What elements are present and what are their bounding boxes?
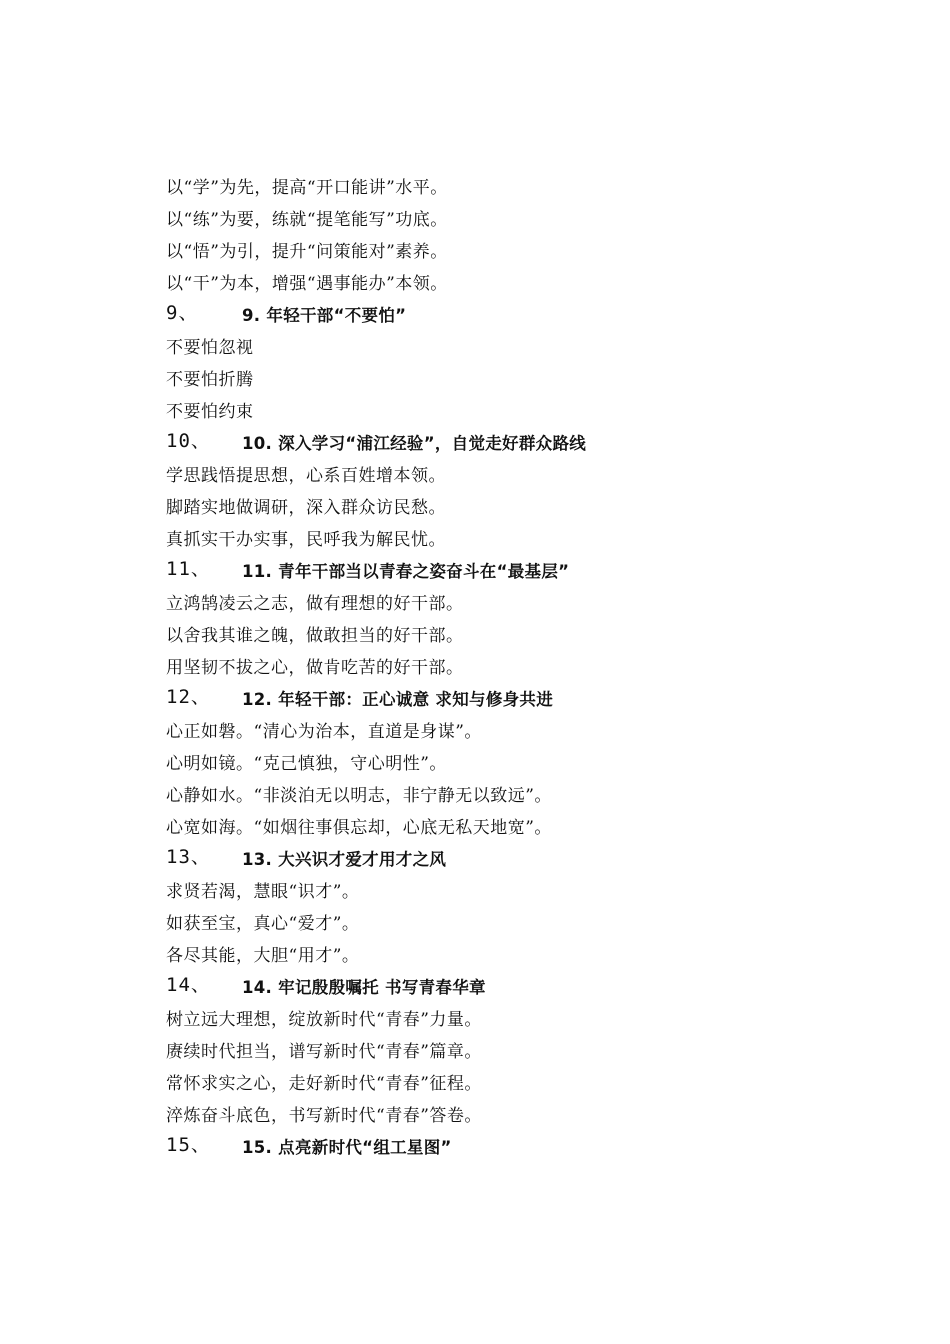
body-line: 学思践悟提思想，心系百姓增本领。 — [166, 466, 446, 486]
body-line: 常怀求实之心，走好新时代“青春”征程。 — [166, 1074, 482, 1094]
section-heading — [166, 844, 866, 876]
section-number: 10、 — [166, 430, 211, 452]
body-line: 如获至宝，真心“爱才”。 — [166, 914, 360, 934]
section-title: 10. 深入学习“浦江经验”，自觉走好群众路线 — [242, 434, 587, 453]
body-line: 淬炼奋斗底色，书写新时代“青春”答卷。 — [166, 1106, 482, 1126]
body-line: 不要怕折腾 — [166, 370, 254, 390]
section-title: 15. 点亮新时代“组工星图” — [242, 1138, 452, 1157]
section-title: 14. 牢记殷殷嘱托 书写青春华章 — [242, 978, 486, 997]
body-line: 各尽其能，大胆“用才”。 — [166, 946, 360, 966]
body-line: 以舍我其谁之魄，做敢担当的好干部。 — [166, 626, 464, 646]
section-title: 12. 年轻干部：正心诚意 求知与修身共进 — [242, 690, 554, 709]
section-number: 12、 — [166, 686, 211, 708]
body-line: 以“悟”为引，提升“问策能对”素养。 — [166, 242, 448, 262]
section-number: 14、 — [166, 974, 211, 996]
body-line: 不要怕忽视 — [166, 338, 254, 358]
body-line: 心明如镜。“克己慎独，守心明性”。 — [166, 754, 447, 774]
section-heading — [166, 684, 866, 716]
body-line: 以“练”为要，练就“提笔能写”功底。 — [166, 210, 448, 230]
section-heading — [166, 300, 866, 332]
body-line: 用坚韧不拔之心，做肯吃苦的好干部。 — [166, 658, 464, 678]
section-number: 13、 — [166, 846, 211, 868]
body-line: 心宽如海。“如烟往事俱忘却，心底无私天地宽”。 — [166, 818, 552, 838]
section-heading — [166, 1132, 866, 1164]
section-title: 11. 青年干部当以青春之姿奋斗在“最基层” — [242, 562, 570, 581]
section-title: 13. 大兴识才爱才用才之风 — [242, 850, 447, 869]
section-heading — [166, 972, 866, 1004]
body-line: 心正如磐。“清心为治本，直道是身谋”。 — [166, 722, 482, 742]
body-line: 以“学”为先，提高“开口能讲”水平。 — [166, 178, 448, 198]
body-line: 以“干”为本，增强“遇事能办”本领。 — [166, 274, 448, 294]
body-line: 求贤若渴，慧眼“识才”。 — [166, 882, 360, 902]
body-line: 心静如水。“非淡泊无以明志，非宁静无以致远”。 — [166, 786, 552, 806]
body-line: 脚踏实地做调研，深入群众访民愁。 — [166, 498, 446, 518]
section-heading — [166, 428, 866, 460]
section-number: 11、 — [166, 558, 211, 580]
section-heading — [166, 556, 866, 588]
body-line: 立鸿鹄凌云之志，做有理想的好干部。 — [166, 594, 464, 614]
body-line: 赓续时代担当，谱写新时代“青春”篇章。 — [166, 1042, 482, 1062]
body-line: 树立远大理想，绽放新时代“青春”力量。 — [166, 1010, 482, 1030]
document-body — [166, 172, 866, 1164]
section-number: 15、 — [166, 1134, 211, 1156]
section-title: 9. 年轻干部“不要怕” — [242, 306, 407, 325]
body-line: 不要怕约束 — [166, 402, 254, 422]
section-number: 9、 — [166, 302, 199, 324]
body-line: 真抓实干办实事，民呼我为解民忧。 — [166, 530, 446, 550]
